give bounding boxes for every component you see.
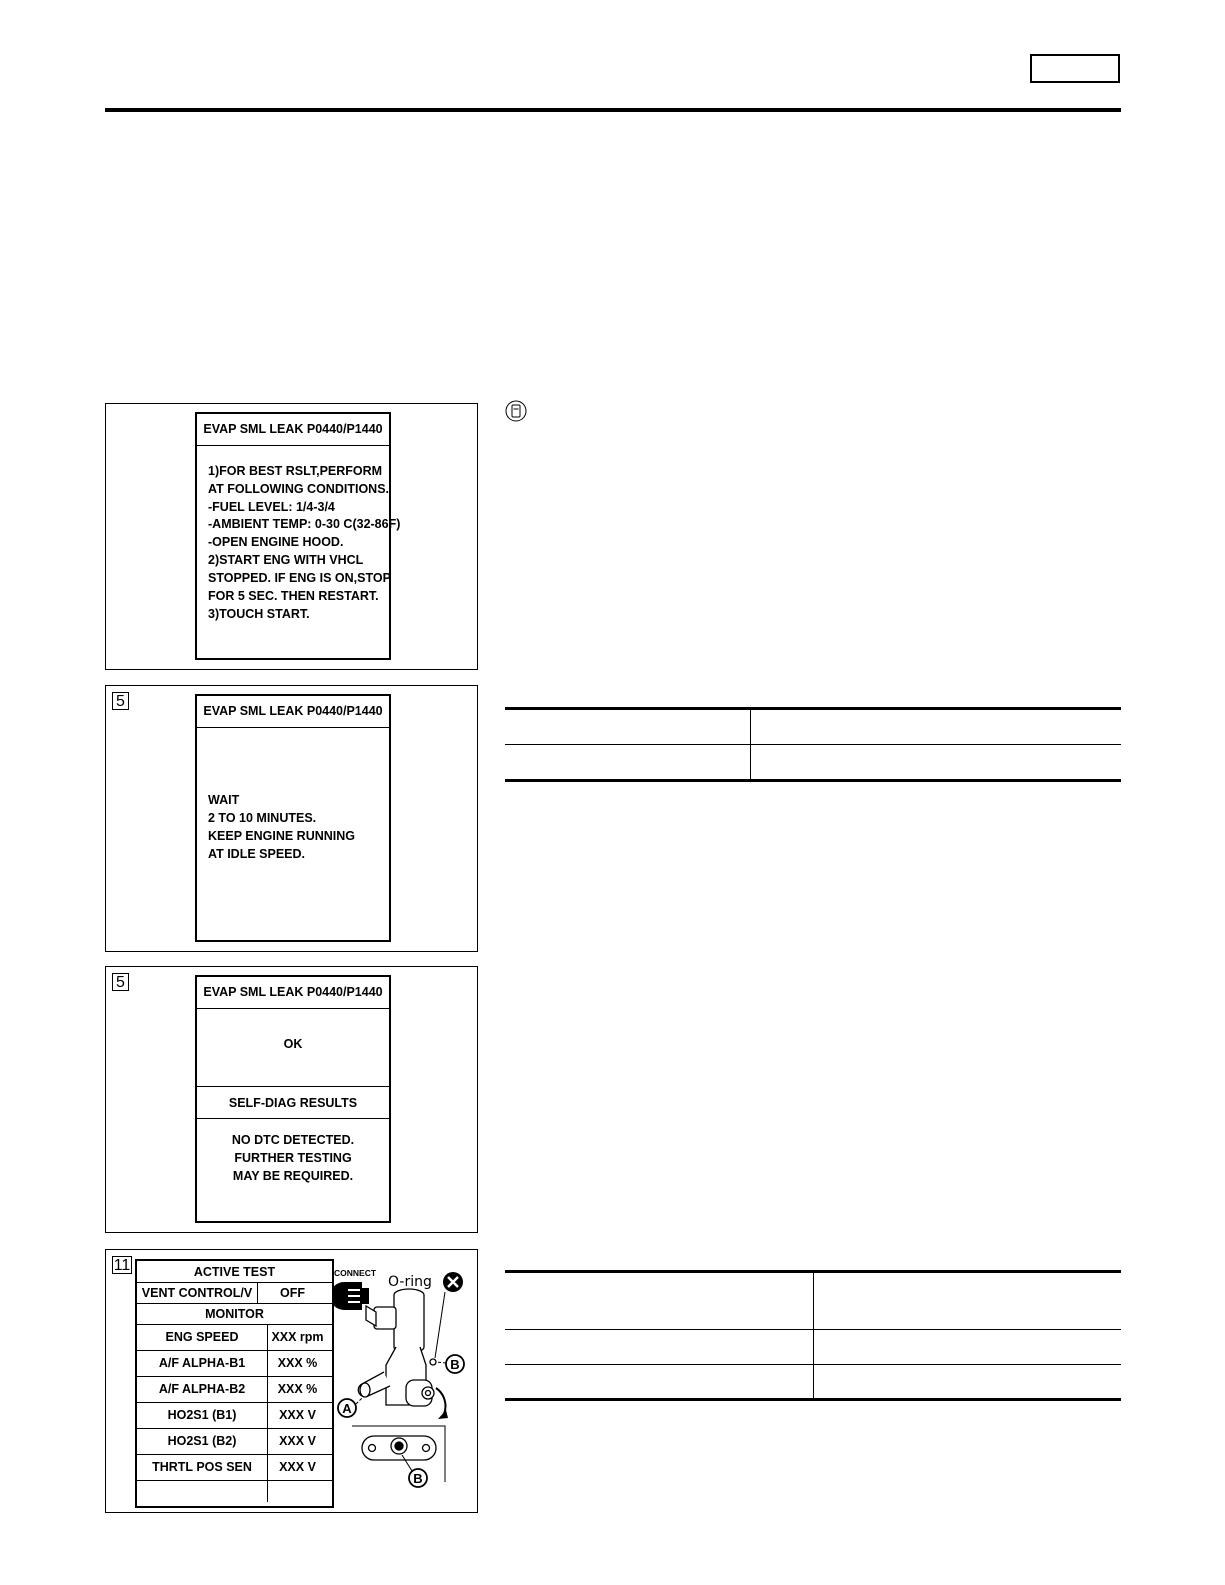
solenoid-valve [358, 1289, 436, 1406]
connect-label: CONNECT [334, 1268, 377, 1278]
monitor-item-label: HO2S1 (B2) [137, 1428, 268, 1454]
screen-line: NO DTC DETECTED. [231, 1133, 355, 1147]
table-cell [751, 745, 1122, 781]
step-number: 5 [112, 973, 129, 991]
active-test-heading: ACTIVE TEST [193, 1264, 276, 1279]
consult-screen [195, 694, 391, 942]
screen-line: STOPPED. IF ENG IS ON,STOP [208, 571, 391, 585]
vent-control-valve-illustration [332, 1252, 476, 1510]
page-header-box [1030, 54, 1120, 83]
monitor-item-value: XXX V [279, 1408, 316, 1422]
screen-line: 2)START ENG WITH VHCL [208, 553, 364, 567]
header-rule [105, 108, 1121, 112]
monitor-item-value: XXX rpm [271, 1330, 324, 1344]
monitor-item-label: A/F ALPHA-B1 [137, 1350, 268, 1376]
table-cell [505, 709, 751, 745]
marker-a-label: A [342, 1401, 352, 1416]
table-row [137, 1376, 332, 1403]
figure-consult-wait-screen [105, 685, 478, 952]
self-diag-results-label: SELF-DIAG RESULTS [197, 1086, 389, 1119]
monitor-item-value [267, 1480, 328, 1502]
screen-line: KEEP ENGINE RUNNING [208, 829, 356, 843]
screen-line: MAY BE REQUIRED. [232, 1169, 354, 1183]
rotate-arrow-icon [436, 1388, 445, 1414]
screen-title: EVAP SML LEAK P0440/P1440 [197, 414, 389, 446]
screen-line: 2 TO 10 MINUTES. [208, 811, 317, 825]
monitor-item-label [137, 1480, 268, 1502]
connector-icon [332, 1282, 369, 1310]
flange-detail [362, 1436, 436, 1460]
screen-line: 1)FOR BEST RSLT,PERFORM [208, 464, 383, 478]
table-cell [505, 1272, 814, 1330]
table-row [137, 1428, 332, 1455]
table-cell [505, 745, 751, 781]
table-cell [505, 1365, 814, 1400]
table-cell [814, 1365, 1122, 1400]
marker-b-label: B [413, 1471, 423, 1486]
figure-consult-start-screen [105, 403, 478, 670]
table-row [137, 1402, 332, 1429]
table-row [137, 1454, 332, 1481]
screen-line: -OPEN ENGINE HOOD. [208, 535, 344, 549]
screen-line: FURTHER TESTING [234, 1151, 352, 1165]
table-row [137, 1350, 332, 1377]
monitor-item-value: XXX V [279, 1434, 316, 1448]
monitor-item-label: A/F ALPHA-B2 [137, 1376, 268, 1402]
oring-label: O-ring [388, 1274, 432, 1290]
active-test-table [135, 1259, 334, 1508]
step-number: 11 [113, 1257, 131, 1274]
monitor-item-label: THRTL POS SEN [137, 1454, 268, 1480]
monitor-item-value: XXX V [279, 1460, 316, 1474]
screen-line: 3)TOUCH START. [208, 607, 310, 621]
screen-title: EVAP SML LEAK P0440/P1440 [197, 977, 389, 1009]
table-cell [814, 1330, 1122, 1365]
screen-title: EVAP SML LEAK P0440/P1440 [197, 696, 389, 728]
consult-screen [195, 975, 391, 1223]
step-number: 5 [112, 692, 129, 710]
table-cell [751, 709, 1122, 745]
result-text: OK [283, 1037, 303, 1051]
screen-line: -AMBIENT TEMP: 0-30 C(32-86F) [208, 517, 401, 531]
screen-line: AT FOLLOWING CONDITIONS. [208, 482, 389, 496]
marker-b-label: B [450, 1357, 460, 1372]
do-not-reuse-icon [443, 1272, 463, 1292]
screen-line: AT IDLE SPEED. [208, 847, 306, 861]
table-row [137, 1261, 332, 1283]
monitor-item-value: XXX % [277, 1382, 318, 1396]
screen-line: -FUEL LEVEL: 1/4-3/4 [208, 500, 335, 514]
condition-table-2 [505, 1270, 1121, 1401]
figure-consult-result-screen [105, 966, 478, 1233]
table-row [137, 1480, 332, 1502]
consult-screen [195, 412, 401, 660]
screen-line: FOR 5 SEC. THEN RESTART. [208, 589, 379, 603]
monitor-item-label: ENG SPEED [137, 1324, 268, 1350]
consult-tool-icon [505, 400, 527, 422]
monitor-item-label: HO2S1 (B1) [137, 1402, 268, 1428]
monitor-item-value: XXX % [277, 1356, 318, 1370]
screen-line: WAIT [208, 793, 240, 807]
table-row [137, 1282, 332, 1304]
condition-table-1 [505, 707, 1121, 782]
monitor-heading: MONITOR [205, 1306, 264, 1321]
table-cell [505, 1330, 814, 1365]
table-row [137, 1324, 332, 1351]
vent-control-value: OFF [280, 1285, 305, 1300]
vent-control-label: VENT CONTROL/V [137, 1282, 258, 1303]
table-row [137, 1303, 332, 1325]
figure-active-test [105, 1249, 478, 1513]
table-cell [814, 1272, 1122, 1330]
